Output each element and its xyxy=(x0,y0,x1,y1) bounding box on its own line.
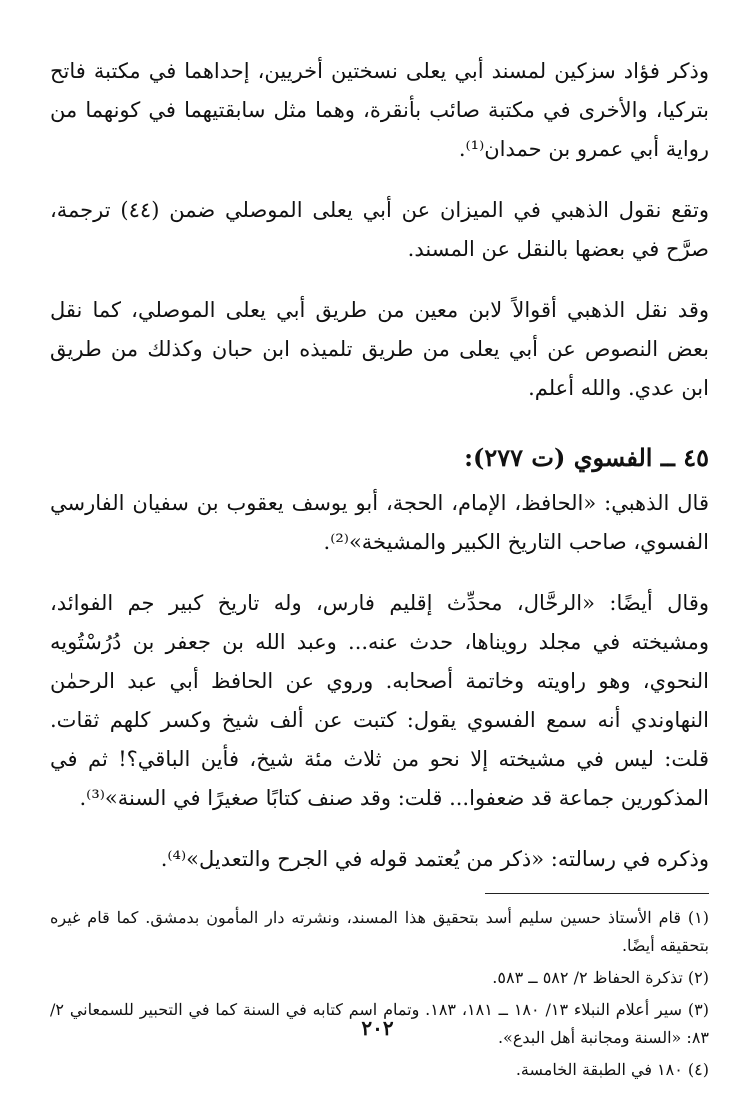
body-text-top xyxy=(50,52,709,408)
paragraph: وذكره في رسالته: «ذكر من يُعتمد قوله في الجرح والتعديل»⁽⁴⁾. xyxy=(160,847,709,871)
page-number: ٢٠٢ xyxy=(361,1016,394,1040)
paragraph: وقد نقل الذهبي أقوالاً لابن معين من طريق أبي يعلى الموصلي، كما نقل بعض النصوص عن أبي يعلى من طريق تلميذه ابن حبان وكذلك من طريق ابن عدي. والله أعلم. xyxy=(50,298,709,400)
footnote: (٤) ١٨٠ في الطبقة الخامسة. xyxy=(515,1060,709,1079)
body-text-bottom xyxy=(50,484,709,879)
footnote-divider xyxy=(485,893,709,894)
footnote: (١) قام الأستاذ حسين سليم أسد بتحقيق هذا المسند، ونشرته دار المأمون بدمشق. كما قام غيره بتحقيقه أيضًا. xyxy=(50,908,709,955)
paragraph: وقال أيضًا: «الرحَّال، محدِّث إقليم فارس، وله تاريخ كبير جم الفوائد، ومشيخته في مجلد رويناها، حدث عنه... وعبد الله بن جعفر بن دُرُسْتُويه النحوي، وهو راويته وخاتمة أصحابه. وروي عن الحافظ أبي عبد الرحمٰن النهاوندي أنه سمع الفسوي يقول: كتبت عن ألف شيخ وكسر كلهم ثقات. قلت: ليس في مشيخته إلا نحو من ثلاث مئة شيخ، فأين الباقي؟! ثم في المذكورين جماعة قد ضعفوا... قلت: وقد صنف كتابًا صغيرًا في السنة»⁽³⁾. xyxy=(50,591,709,810)
section-heading: ٤٥ ــ الفسوي (ت ٢٧٧): xyxy=(464,443,709,472)
paragraph: وذكر فؤاد سزكين لمسند أبي يعلى نسختين أخريين، إحداهما في مكتبة فاتح بتركيا، والأخرى في مكتبة صائب بأنقرة، وهما مثل سابقتيهما في كونهما من رواية أبي عمرو بن حمدان⁽¹⁾. xyxy=(50,59,709,161)
paragraph: وتقع نقول الذهبي في الميزان عن أبي يعلى الموصلي ضمن (٤٤) ترجمة، صرَّح في بعضها بالنقل عن المسند. xyxy=(50,198,709,261)
footnote: (٢) تذكرة الحفاظ ٢/ ٥٨٢ ــ ٥٨٣. xyxy=(492,968,709,987)
footnote: (٣) سير أعلام النبلاء ١٣/ ١٨٠ ــ ١٨١، ١٨٣. وتمام اسم كتابه في السنة كما في التحبير للسمعاني ٢/ ٨٣: «السنة ومجانبة أهل البدع». xyxy=(50,1000,710,1047)
footnotes xyxy=(50,904,709,1084)
paragraph: قال الذهبي: «الحافظ، الإمام، الحجة، أبو يوسف يعقوب بن سفيان الفارسي الفسوي، صاحب التاريخ الكبير والمشيخة»⁽²⁾. xyxy=(50,491,709,554)
